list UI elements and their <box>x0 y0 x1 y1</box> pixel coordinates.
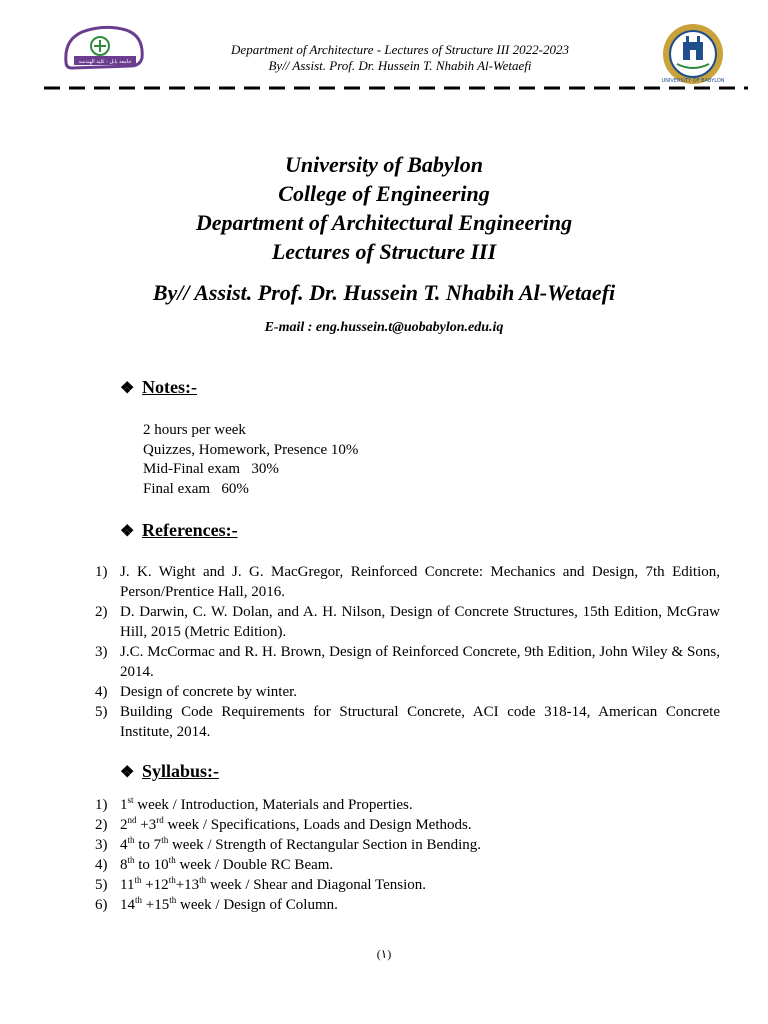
syllabus-item <box>95 835 720 855</box>
reference-item <box>95 602 720 642</box>
ordinal-suffix: st <box>127 795 134 805</box>
diamond-bullet-icon: ❖ <box>120 764 135 781</box>
running-header <box>150 42 650 74</box>
syllabus-text: 11th +12th+13th week / Shear and Diagonal Tension. <box>120 875 427 893</box>
ordinal-suffix: th <box>127 855 135 865</box>
reference-text: J. K. Wight and J. G. MacGregor, Reinforced Concrete: Mechanics and Design, 7th Edition, Person/Prentice Hall, 2016. <box>120 564 720 600</box>
header-line-2: By// Assist. Prof. Dr. Hussein T. Nhabih Al-Wetaefi <box>268 58 532 73</box>
reference-number: 5) <box>95 704 108 720</box>
syllabus-list <box>95 795 720 915</box>
department-name: Department of Architectural Engineering <box>195 210 573 235</box>
ordinal-suffix: th <box>127 835 135 845</box>
notes-item: 2 hours per week <box>143 422 246 438</box>
syllabus-text: 1st week / Introduction, Materials and Properties. <box>120 795 413 813</box>
syllabus-item <box>95 815 720 835</box>
reference-number: 2) <box>95 604 108 620</box>
syllabus-item <box>95 875 720 895</box>
syllabus-number: 3) <box>95 837 108 853</box>
ordinal-suffix: th <box>169 895 177 905</box>
title-block <box>0 150 768 337</box>
ordinal-suffix: th <box>134 875 142 885</box>
syllabus-text: 2nd +3rd week / Specifications, Loads and Design Methods. <box>120 815 472 833</box>
notes-item: Quizzes, Homework, Presence 10% <box>143 441 359 458</box>
reference-text: Building Code Requirements for Structural Concrete, ACI code 318-14, American Concrete Institute, 2014. <box>120 704 720 740</box>
syllabus-item <box>95 895 720 915</box>
reference-number: 1) <box>95 564 108 580</box>
reference-item <box>95 702 720 742</box>
syllabus-number: 2) <box>95 817 108 833</box>
references-list <box>95 562 720 742</box>
references-heading-label: References:- <box>142 520 238 540</box>
ordinal-suffix: th <box>161 835 169 845</box>
email-line: E-mail : eng.hussein.t@uobabylon.edu.iq <box>264 320 504 335</box>
reference-text: D. Darwin, C. W. Dolan, and A. H. Nilson, Design of Concrete Structures, 15th Edition, McGraw Hill, 2015 (Metric Edition). <box>120 604 720 640</box>
reference-item <box>95 642 720 682</box>
reference-item <box>95 682 720 702</box>
university-name: University of Babylon <box>285 152 483 177</box>
syllabus-text: 8th to 10th week / Double RC Beam. <box>120 855 334 873</box>
ordinal-suffix: rd <box>156 815 164 825</box>
ordinal-suffix: th <box>199 875 207 885</box>
page-number: (١) <box>376 947 392 961</box>
ordinal-suffix: nd <box>127 815 137 825</box>
syllabus-text: 14th +15th week / Design of Column. <box>120 895 338 913</box>
college-name: College of Engineering <box>278 181 490 206</box>
diamond-bullet-icon: ❖ <box>120 523 135 540</box>
notes-list <box>143 421 358 499</box>
reference-text: J.C. McCormac and R. H. Brown, Design of Reinforced Concrete, 9th Edition, John Wiley & Sons, 2014. <box>120 644 720 680</box>
ordinal-suffix: th <box>168 855 176 865</box>
header-line-1: Department of Architecture - Lectures of Structure III 2022-2023 <box>231 42 569 57</box>
logo-left-caption: جامعة بابل - كلية الهندسة <box>78 59 132 65</box>
syllabus-item <box>95 795 720 815</box>
syllabus-heading <box>120 760 219 784</box>
notes-item: Final exam 60% <box>143 480 249 497</box>
notes-heading-label: Notes:- <box>142 377 197 397</box>
syllabus-number: 1) <box>95 797 108 813</box>
reference-text: Design of concrete by winter. <box>120 684 298 700</box>
syllabus-number: 6) <box>95 897 108 913</box>
syllabus-heading-label: Syllabus:- <box>142 761 220 781</box>
college-logo-icon <box>60 22 148 74</box>
syllabus-item <box>95 855 720 875</box>
reference-number: 3) <box>95 644 108 660</box>
ordinal-suffix: th <box>135 895 143 905</box>
reference-item <box>95 562 720 602</box>
author-line: By// Assist. Prof. Dr. Hussein T. Nhabih Al-Wetaefi <box>152 280 616 305</box>
header-dashed-rule <box>44 85 748 91</box>
reference-number: 4) <box>95 684 108 700</box>
syllabus-text: 4th to 7th week / Strength of Rectangular Section in Bending. <box>120 835 482 853</box>
diamond-bullet-icon: ❖ <box>120 380 135 397</box>
notes-heading <box>120 376 197 400</box>
syllabus-number: 4) <box>95 857 108 873</box>
references-heading <box>120 519 238 543</box>
seal-caption: UNIVERSITY OF BABYLON <box>661 78 725 84</box>
syllabus-number: 5) <box>95 877 108 893</box>
ordinal-suffix: th <box>168 875 176 885</box>
university-seal-icon <box>657 22 729 86</box>
course-title: Lectures of Structure III <box>271 239 497 264</box>
notes-item: Mid-Final exam 30% <box>143 461 279 477</box>
